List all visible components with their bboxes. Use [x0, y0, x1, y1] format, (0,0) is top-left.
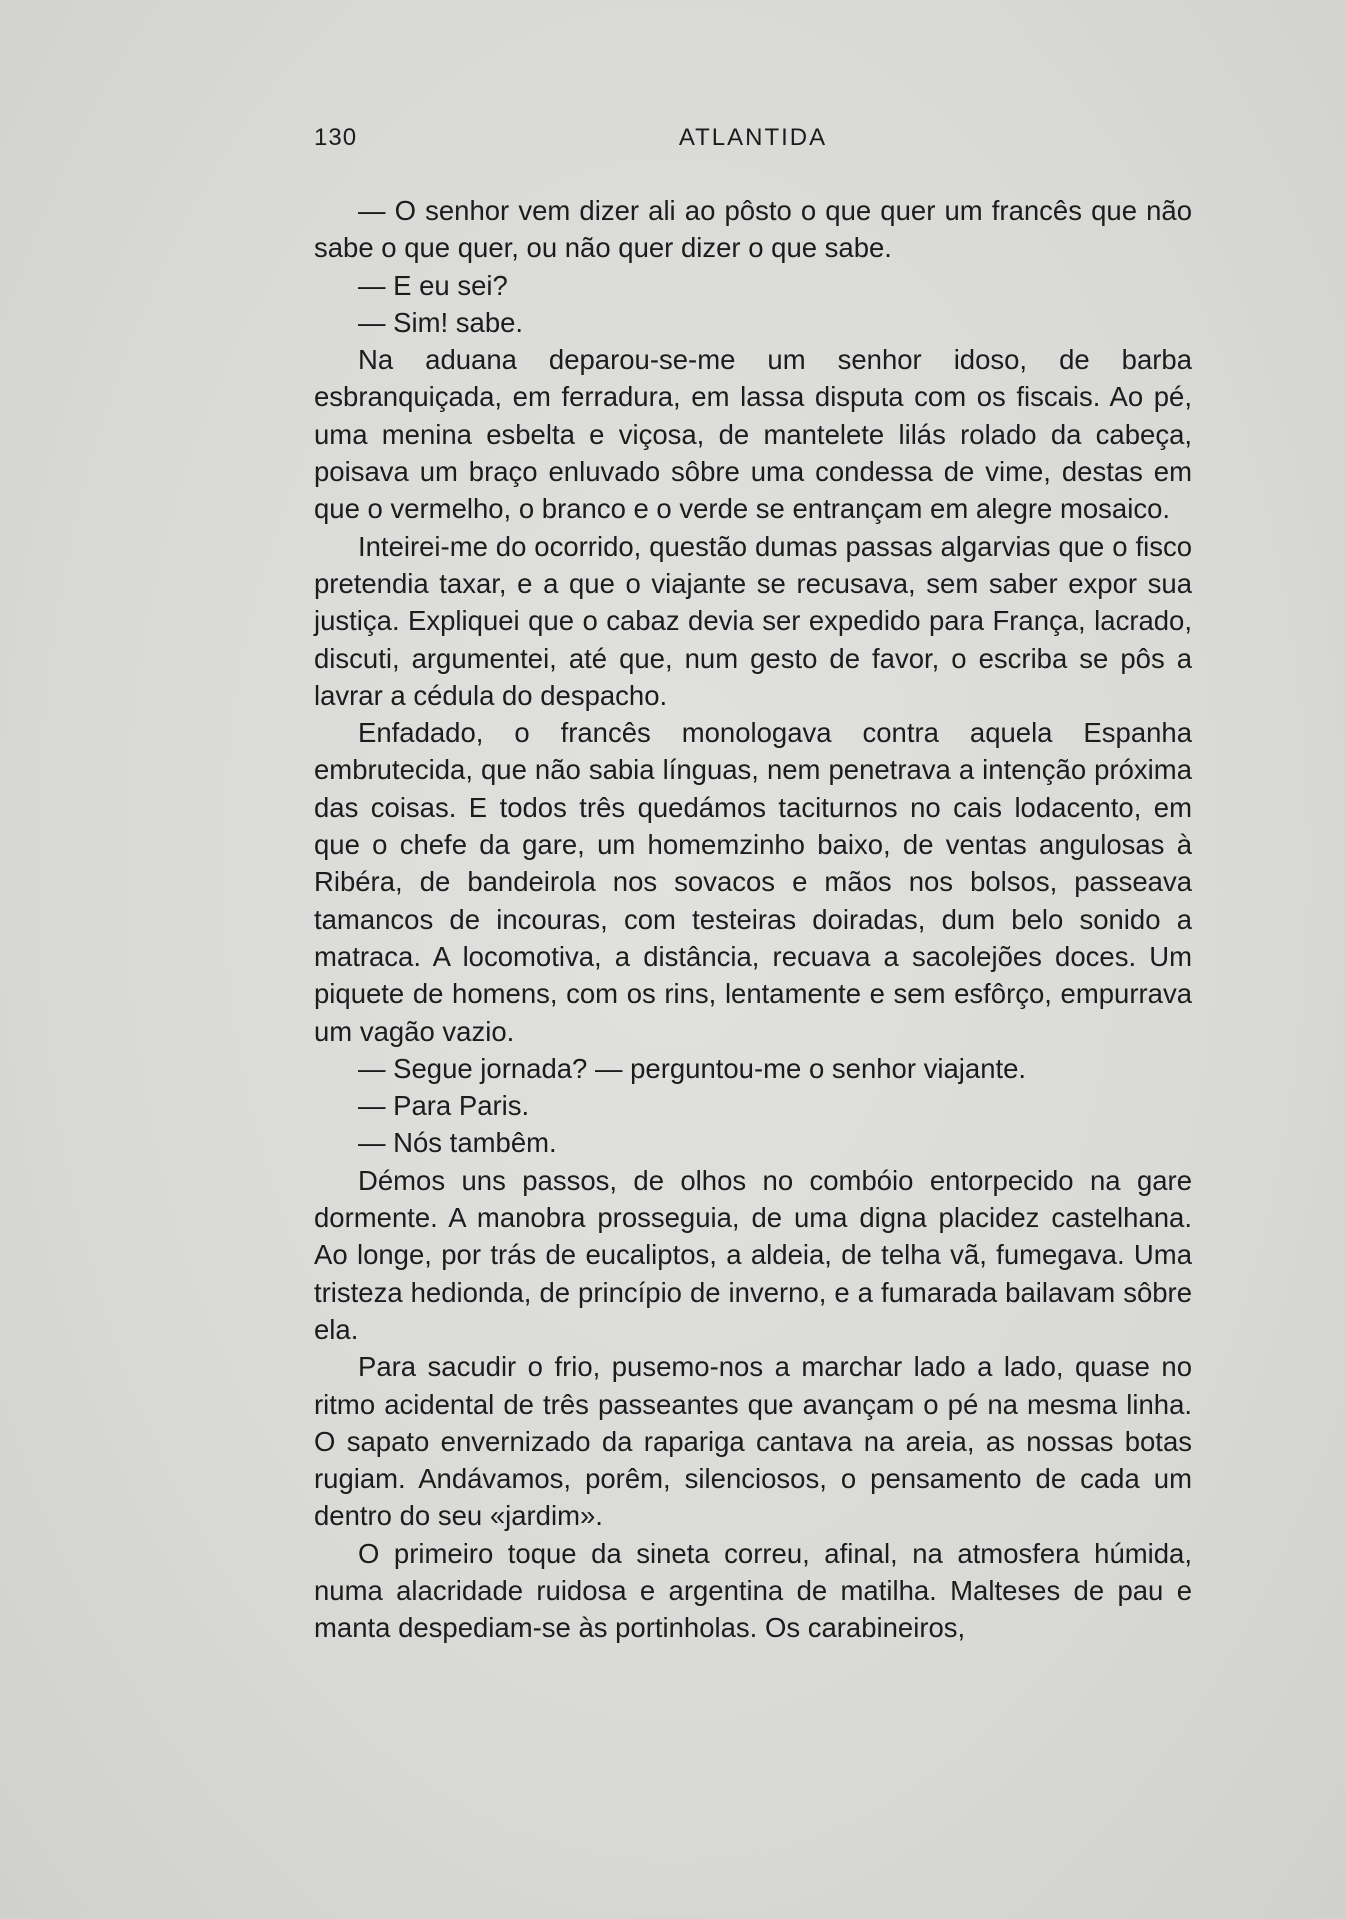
paragraph: Na aduana deparou-se-me um senhor idoso, de barba esbranquiçada, em ferradura, em lassa disputa com os fiscais. Ao pé, uma menina esbelta e viçosa, de mantelete lilás rolado da cabeça, poisava um braço enluvado sôbre uma condessa de vime, destas em que o vermelho, o branco e o verde se entrançam em alegre mosaico. — [314, 344, 1192, 525]
paragraph: — Nós tambêm. — [358, 1127, 557, 1159]
paragraph: Inteirei-me do ocorrido, questão dumas passas algarvias que o fisco pretendia taxar, e a que o viajante se recusava, sem saber expor sua justiça. Expliquei que o cabaz devia ser expedido para França, lacrado, discuti, argumentei, até que, num gesto de favor, o escriba se pôs a lavrar a cédula do despacho. — [314, 530, 1192, 711]
paragraph: — Para Paris. — [358, 1090, 530, 1122]
paragraph: Démos uns passos, de olhos no combóio entorpecido na gare dormente. A manobra prosseguia, de uma digna placidez castelhana. Ao longe, por trás de eucaliptos, a aldeia, de telha vã, fumegava. Uma tristeza hedionda, de princípio de inverno, e a fumarada bailavam sôbre ela. — [314, 1164, 1192, 1345]
paragraph: — E eu sei? — [358, 269, 508, 301]
paragraph: O primeiro toque da sineta correu, afinal, na atmosfera húmida, numa alacridade ruidosa e argentina de matilha. Malteses de pau e manta despediam-se às portinholas. Os carabineiros, — [314, 1537, 1192, 1644]
running-title: ATLANTIDA — [678, 124, 828, 151]
page-header — [314, 124, 1192, 158]
paragraph: — Segue jornada? — perguntou-me o senhor viajante. — [358, 1052, 1027, 1084]
paragraph: — Sim! sabe. — [358, 306, 524, 338]
page-number: 130 — [314, 124, 358, 151]
paragraph: — O senhor vem dizer ali ao pôsto o que quer um francês que não sabe o que quer, ou não quer dizer o que sabe. — [314, 195, 1192, 264]
paragraph: Enfadado, o francês monologava contra aquela Espanha embrutecida, que não sabia línguas, nem penetrava a intenção próxima das coisas. E todos três quedámos taciturnos no cais lodacento, em que o chefe da gare, um homemzinho baixo, de ventas angulosas à Ribéra, de bandeirola nos sovacos e mãos nos bolsos, passeava tamancos de incouras, com testeiras doiradas, dum belo sonido a matraca. A locomotiva, a distância, recuava a sacolejões doces. Um piquete de homens, com os rins, lentamente e sem esfôrço, empurrava um vagão vazio. — [314, 717, 1192, 1047]
paragraph: Para sacudir o frio, pusemo-nos a marchar lado a lado, quase no ritmo acidental de três passeantes que avançam o pé na mesma linha. O sapato envernizado da rapariga cantava na areia, as nossas botas rugiam. Andávamos, porêm, silenciosos, o pensamento de cada um dentro do seu «jardim». — [314, 1351, 1192, 1532]
page-body — [314, 192, 1192, 1647]
